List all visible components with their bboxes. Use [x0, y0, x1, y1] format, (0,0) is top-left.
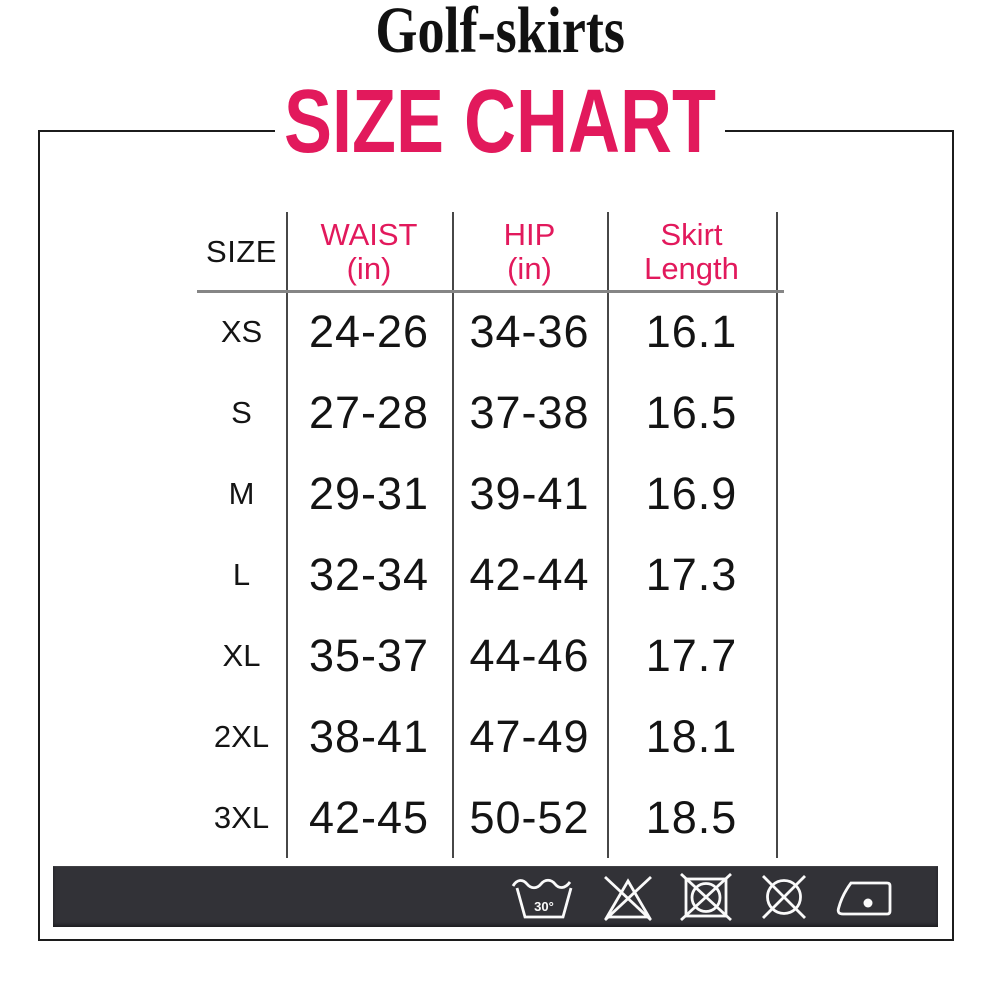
column-header-length-label: Length — [644, 251, 739, 286]
waist-cell: 42-45 — [308, 791, 430, 843]
size-table — [197, 212, 776, 858]
size-cell: L — [232, 557, 251, 593]
length-cell: 16.1 — [645, 306, 738, 358]
brand-title-text: Golf-skirts — [375, 0, 625, 67]
page-title — [275, 72, 725, 172]
size-cell: 3XL — [213, 799, 270, 835]
waist-cell: 32-34 — [308, 549, 430, 601]
length-cell: 16.9 — [645, 468, 738, 520]
length-cell: 17.7 — [645, 630, 738, 681]
waist-cell: 27-28 — [308, 387, 430, 439]
length-cell: 18.5 — [645, 791, 738, 843]
iron-one-dot-icon — [834, 873, 896, 921]
length-cell: 17.3 — [645, 549, 738, 601]
hip-cell: 42-44 — [469, 549, 590, 601]
size-cell: XS — [220, 314, 263, 350]
brand-title — [0, 0, 1000, 67]
column-header-waist-label: WAIST — [320, 217, 418, 252]
column-header-skirt-length — [607, 212, 776, 292]
column-divider-4 — [776, 212, 778, 858]
column-header-hip-label: HIP — [503, 217, 556, 252]
waist-cell: 35-37 — [308, 630, 430, 681]
do-not-tumble-dry-icon — [678, 873, 734, 921]
hip-cell: 34-36 — [469, 306, 590, 358]
size-cell: 2XL — [213, 718, 270, 754]
care-icons-row — [510, 873, 896, 921]
waist-cell: 24-26 — [308, 306, 430, 358]
hip-cell: 39-41 — [469, 468, 590, 520]
waist-cell: 38-41 — [308, 710, 430, 762]
do-not-bleach-icon — [601, 873, 655, 921]
page-title-text: SIZE CHART — [284, 72, 716, 172]
column-header-waist-unit: (in) — [346, 251, 392, 286]
do-not-dry-clean-icon — [757, 873, 811, 921]
length-cell: 16.5 — [645, 387, 738, 439]
column-header-size: SIZE — [206, 234, 277, 269]
machine-wash-30-icon — [510, 873, 578, 921]
care-instructions-bar — [53, 866, 938, 927]
waist-cell: 29-31 — [308, 468, 430, 520]
column-header-skirt-label: Skirt — [660, 217, 723, 252]
size-cell: S — [231, 395, 252, 431]
hip-cell: 37-38 — [469, 387, 590, 439]
hip-cell: 50-52 — [469, 791, 590, 843]
size-cell: M — [228, 476, 255, 512]
column-header-hip-unit: (in) — [507, 251, 552, 286]
hip-cell: 44-46 — [469, 630, 590, 681]
wash-temperature-label: 30° — [534, 898, 554, 914]
column-header-hip — [452, 212, 607, 292]
length-cell: 18.1 — [645, 710, 738, 762]
column-header-waist — [286, 212, 452, 292]
size-cell: XL — [222, 638, 261, 673]
hip-cell: 47-49 — [469, 710, 590, 762]
